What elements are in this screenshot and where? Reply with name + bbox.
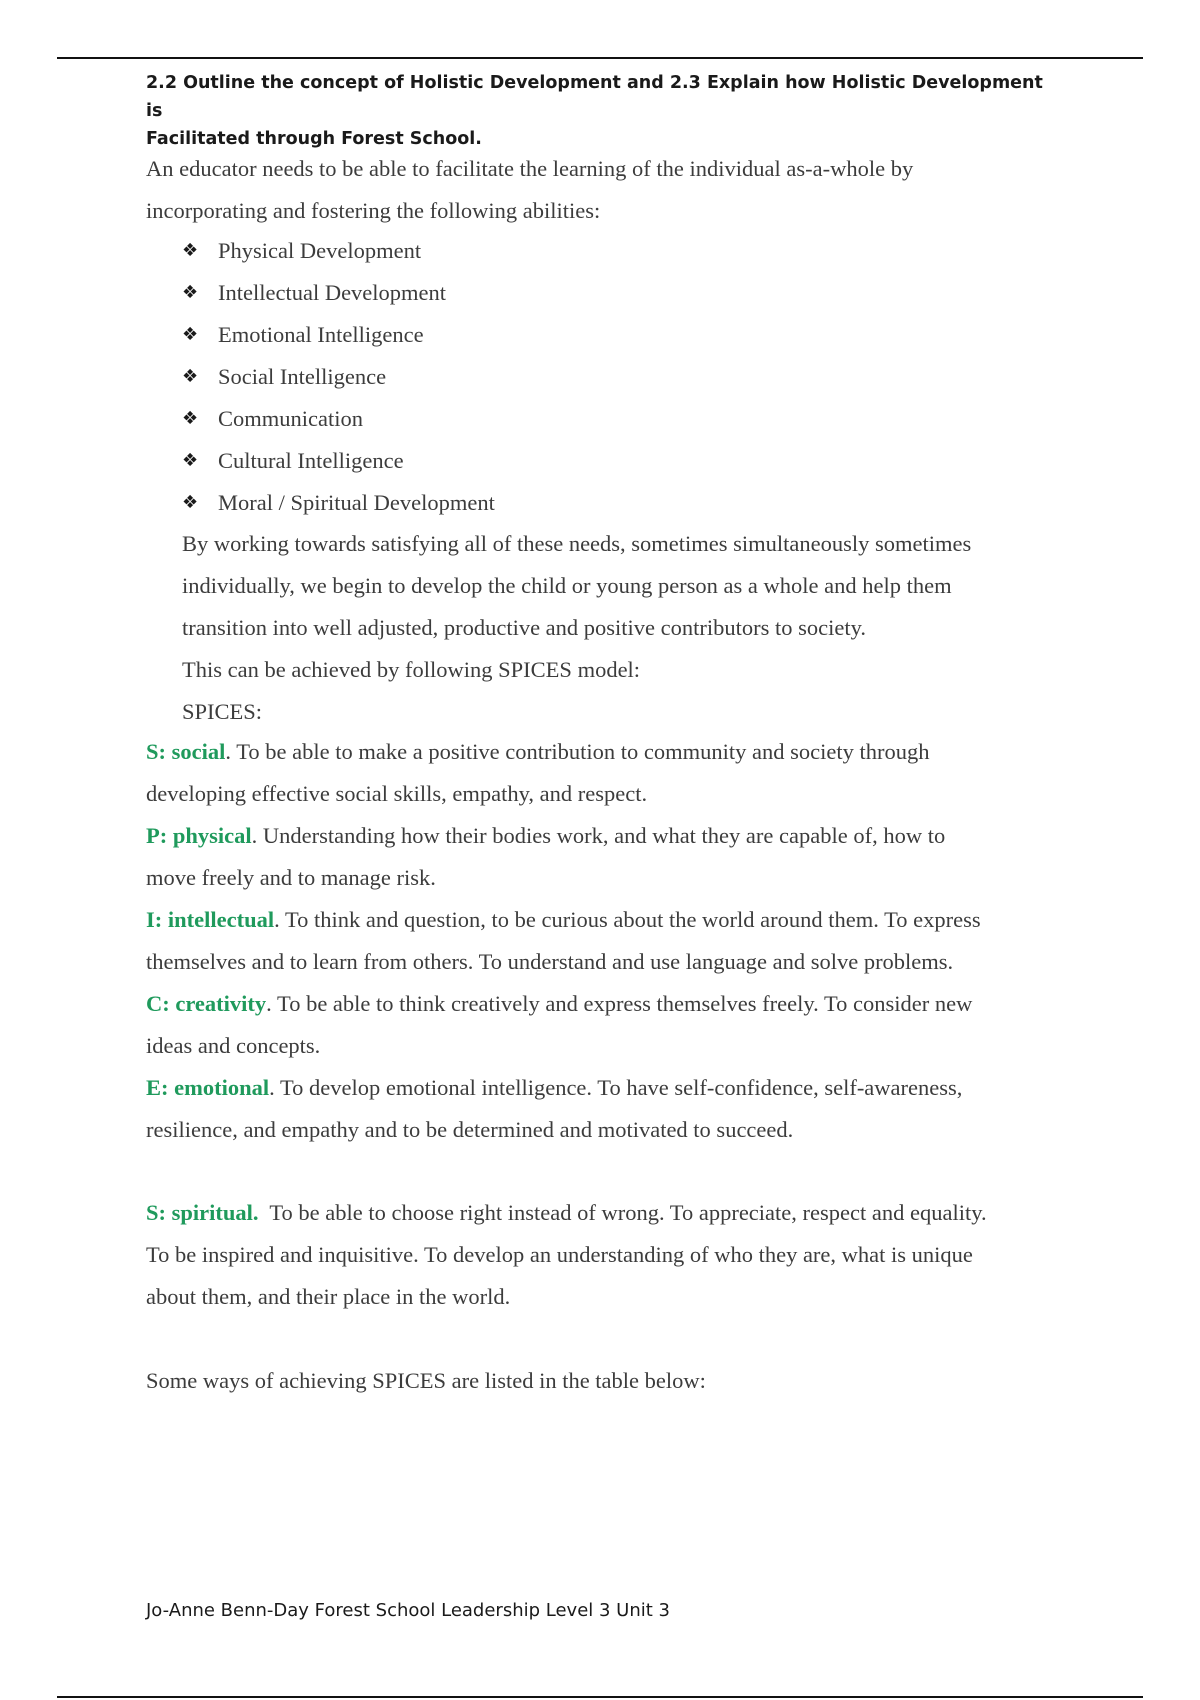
spices-text: resilience, and empathy and to be determined and motivated to succeed.: [146, 1117, 794, 1142]
list-item-label: Moral / Spiritual Development: [218, 490, 495, 515]
paragraph-line-2: individually, we begin to develop the child or young person as a whole and help them: [182, 573, 952, 598]
paragraph-line-3: transition into well adjusted, productive and positive contributors to society.: [182, 615, 867, 640]
abilities-list: [182, 230, 495, 524]
list-item: [182, 272, 495, 314]
heading-line-1: 2.2 Outline the concept of Holistic Development and 2.3 Explain how Holistic Development is: [146, 73, 1043, 121]
paragraph-line-4: This can be achieved by following SPICES model:: [182, 657, 641, 682]
spices-definitions: [146, 731, 981, 1151]
spices-creativity: [146, 983, 981, 1067]
list-item: [182, 314, 495, 356]
spices-text: To be inspired and inquisitive. To develop an understanding of who they are, what is unique: [146, 1242, 973, 1267]
paragraph-line-5: SPICES:: [182, 699, 263, 724]
intro-line-2: incorporating and fostering the following abilities:: [146, 198, 601, 223]
diamond-bullet-icon: ❖: [182, 408, 199, 429]
diamond-bullet-icon: ❖: [182, 492, 199, 513]
section-heading: [146, 69, 1046, 153]
spices-term: S: spiritual.: [146, 1200, 259, 1225]
spices-text: . Understanding how their bodies work, and what they are capable of, how to: [251, 823, 946, 848]
spices-text: ideas and concepts.: [146, 1033, 321, 1058]
diamond-bullet-icon: ❖: [182, 450, 199, 471]
spices-term: S: social: [146, 739, 226, 764]
list-item-label: Social Intelligence: [218, 364, 387, 389]
list-item-label: Cultural Intelligence: [218, 448, 404, 473]
diamond-bullet-icon: ❖: [182, 282, 199, 303]
spices-text: . To be able to think creatively and express themselves freely. To consider new: [266, 991, 973, 1016]
spices-term: I: intellectual: [146, 907, 275, 932]
spices-text: themselves and to learn from others. To understand and use language and solve problems.: [146, 949, 954, 974]
diamond-bullet-icon: ❖: [182, 324, 199, 345]
diamond-bullet-icon: ❖: [182, 240, 199, 261]
list-item: [182, 440, 495, 482]
spices-text: . To develop emotional intelligence. To have self-confidence, self-awareness,: [269, 1075, 963, 1100]
list-item: [182, 356, 495, 398]
spices-text: about them, and their place in the world.: [146, 1284, 511, 1309]
spices-text: To be able to choose right instead of wrong. To appreciate, respect and equality.: [258, 1200, 987, 1225]
spices-term: P: physical: [146, 823, 252, 848]
list-item: [182, 398, 495, 440]
spices-text: developing effective social skills, empathy, and respect.: [146, 781, 648, 806]
spices-spiritual: [146, 1192, 987, 1318]
spices-text: . To be able to make a positive contribution to community and society through: [225, 739, 930, 764]
bottom-rule: [57, 1696, 1143, 1698]
table-intro-text: Some ways of achieving SPICES are listed in the table below:: [146, 1368, 706, 1393]
list-item-label: Emotional Intelligence: [218, 322, 424, 347]
intro-line-1: An educator needs to be able to facilitate the learning of the individual as-a-whole by: [146, 156, 914, 181]
page-footer: Jo-Anne Benn-Day Forest School Leadership Level 3 Unit 3: [146, 1600, 670, 1621]
paragraph-line-1: By working towards satisfying all of these needs, sometimes simultaneously sometimes: [182, 531, 972, 556]
heading-line-2: Facilitated through Forest School.: [146, 129, 482, 149]
top-rule: [57, 57, 1143, 59]
spices-text: . To think and question, to be curious about the world around them. To express: [274, 907, 981, 932]
spices-term: C: creativity: [146, 991, 267, 1016]
list-item: [182, 482, 495, 524]
list-item-label: Intellectual Development: [218, 280, 447, 305]
list-item-label: Physical Development: [218, 238, 422, 263]
spices-text: move freely and to manage risk.: [146, 865, 436, 890]
holistic-paragraph: [182, 523, 971, 733]
spices-emotional: [146, 1067, 981, 1151]
list-item: [182, 230, 495, 272]
spices-physical: [146, 815, 981, 899]
spices-social: [146, 731, 981, 815]
diamond-bullet-icon: ❖: [182, 366, 199, 387]
intro-paragraph: [146, 148, 913, 232]
spices-term: E: emotional: [146, 1075, 270, 1100]
spices-intellectual: [146, 899, 981, 983]
list-item-label: Communication: [218, 406, 363, 431]
